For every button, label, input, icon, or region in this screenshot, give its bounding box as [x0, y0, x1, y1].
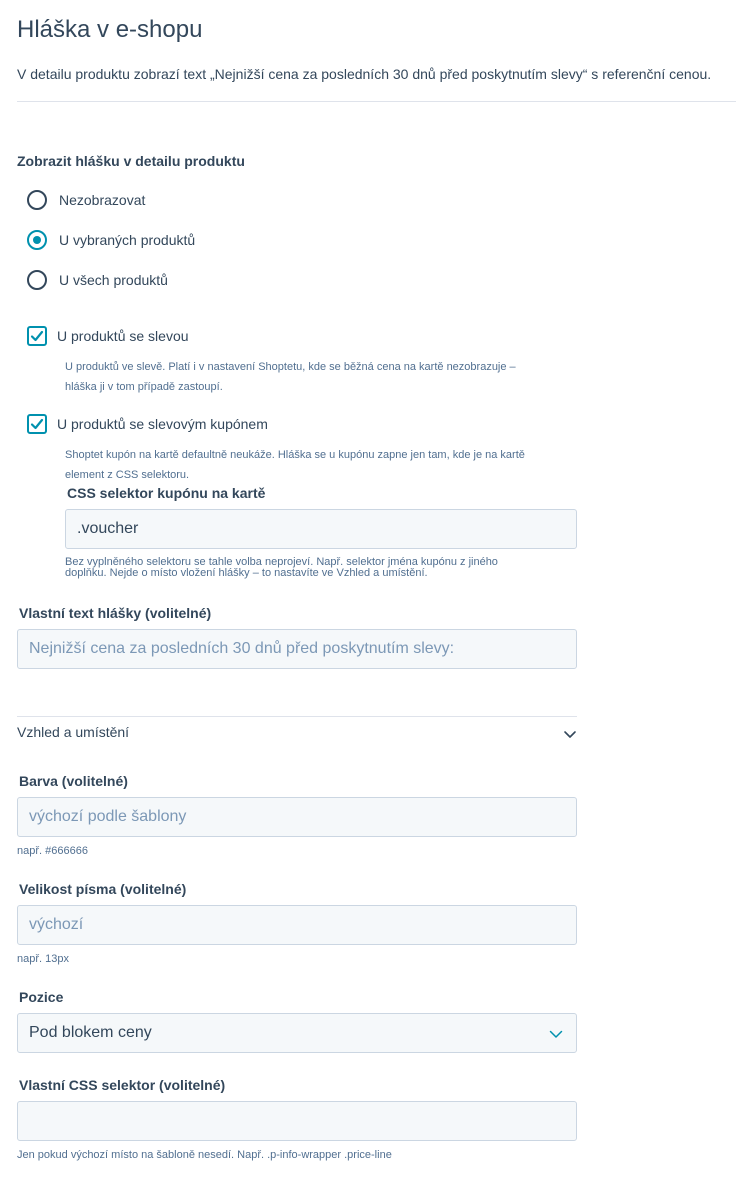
custom-text-label: Vlastní text hlášky (volitelné) [19, 605, 212, 621]
font-size-help: např. 13px [17, 953, 69, 965]
custom-selector-label: Vlastní CSS selektor (volitelné) [19, 1077, 226, 1093]
coupon-selector-input[interactable]: .voucher [65, 509, 577, 549]
page-description: V detailu produktu zobrazí text „Nejnižší cena za posledních 30 dnů před poskytnutím slevy“ s referenční cenou. [17, 66, 712, 82]
custom-text-input[interactable]: Nejnižší cena za posledních 30 dnů před poskytnutím slevy: [17, 629, 577, 669]
custom-selector-input[interactable] [17, 1101, 577, 1141]
font-size-input[interactable]: výchozí [17, 905, 577, 945]
coupon-products-help: Shoptet kupón na kartě defaultně neukáže. Hláška se u kupónu zapne jen tam, kde je na kartě element z CSS selektoru. [65, 449, 525, 481]
coupon-selector-label: CSS selektor kupónu na kartě [67, 485, 266, 501]
appearance-section-toggle[interactable]: Vzhled a umístění [17, 724, 130, 740]
section-divider [17, 716, 577, 717]
checkbox[interactable] [27, 326, 47, 346]
radio-option-all-products[interactable] [27, 270, 168, 290]
radio-label: Nezobrazovat [59, 192, 146, 208]
radio-button[interactable] [27, 270, 47, 290]
discount-products-help: U produktů ve slevě. Platí i v nastavení Shoptetu, kde se běžná cena na kartě nezobrazuje – hláška ji v tom případě zastoupí. [65, 361, 516, 393]
checkbox-discount-products[interactable] [27, 326, 189, 346]
custom-selector-help: Jen pokud výchozí místo na šabloně nesedí. Např. .p-info-wrapper .price-line [17, 1149, 392, 1161]
chevron-down-icon[interactable] [562, 726, 578, 742]
radio-label: U všech produktů [59, 272, 168, 288]
font-size-label: Velikost písma (volitelné) [19, 881, 187, 897]
header-divider [17, 101, 736, 102]
radio-label: U vybraných produktů [59, 232, 196, 248]
display-section-label: Zobrazit hlášku v detailu produktu [17, 153, 245, 169]
checkbox[interactable] [27, 414, 47, 434]
chevron-down-icon [548, 1026, 564, 1042]
radio-option-selected-products[interactable] [27, 230, 195, 250]
radio-option-hidden[interactable] [27, 190, 145, 210]
position-select[interactable]: Pod blokem ceny [17, 1013, 577, 1053]
check-icon [30, 417, 44, 431]
color-label: Barva (volitelné) [19, 773, 128, 789]
coupon-selector-help: Bez vyplněného selektoru se tahle volba neprojeví. Např. selektor jména kupónu z jiného doplňku. Nejde o místo vložení hlášky – to nastavíte ve Vzhled a umístění. [65, 556, 498, 579]
color-input[interactable]: výchozí podle šablony [17, 797, 577, 837]
radio-button[interactable] [27, 190, 47, 210]
checkbox-coupon-products[interactable] [27, 414, 268, 434]
page-title: Hláška v e-shopu [17, 16, 203, 43]
radio-button[interactable] [27, 230, 47, 250]
position-label: Pozice [19, 989, 64, 1005]
color-help: např. #666666 [17, 845, 88, 857]
check-icon [30, 329, 44, 343]
checkbox-label: U produktů se slevovým kupónem [57, 416, 268, 432]
checkbox-label: U produktů se slevou [57, 328, 189, 344]
